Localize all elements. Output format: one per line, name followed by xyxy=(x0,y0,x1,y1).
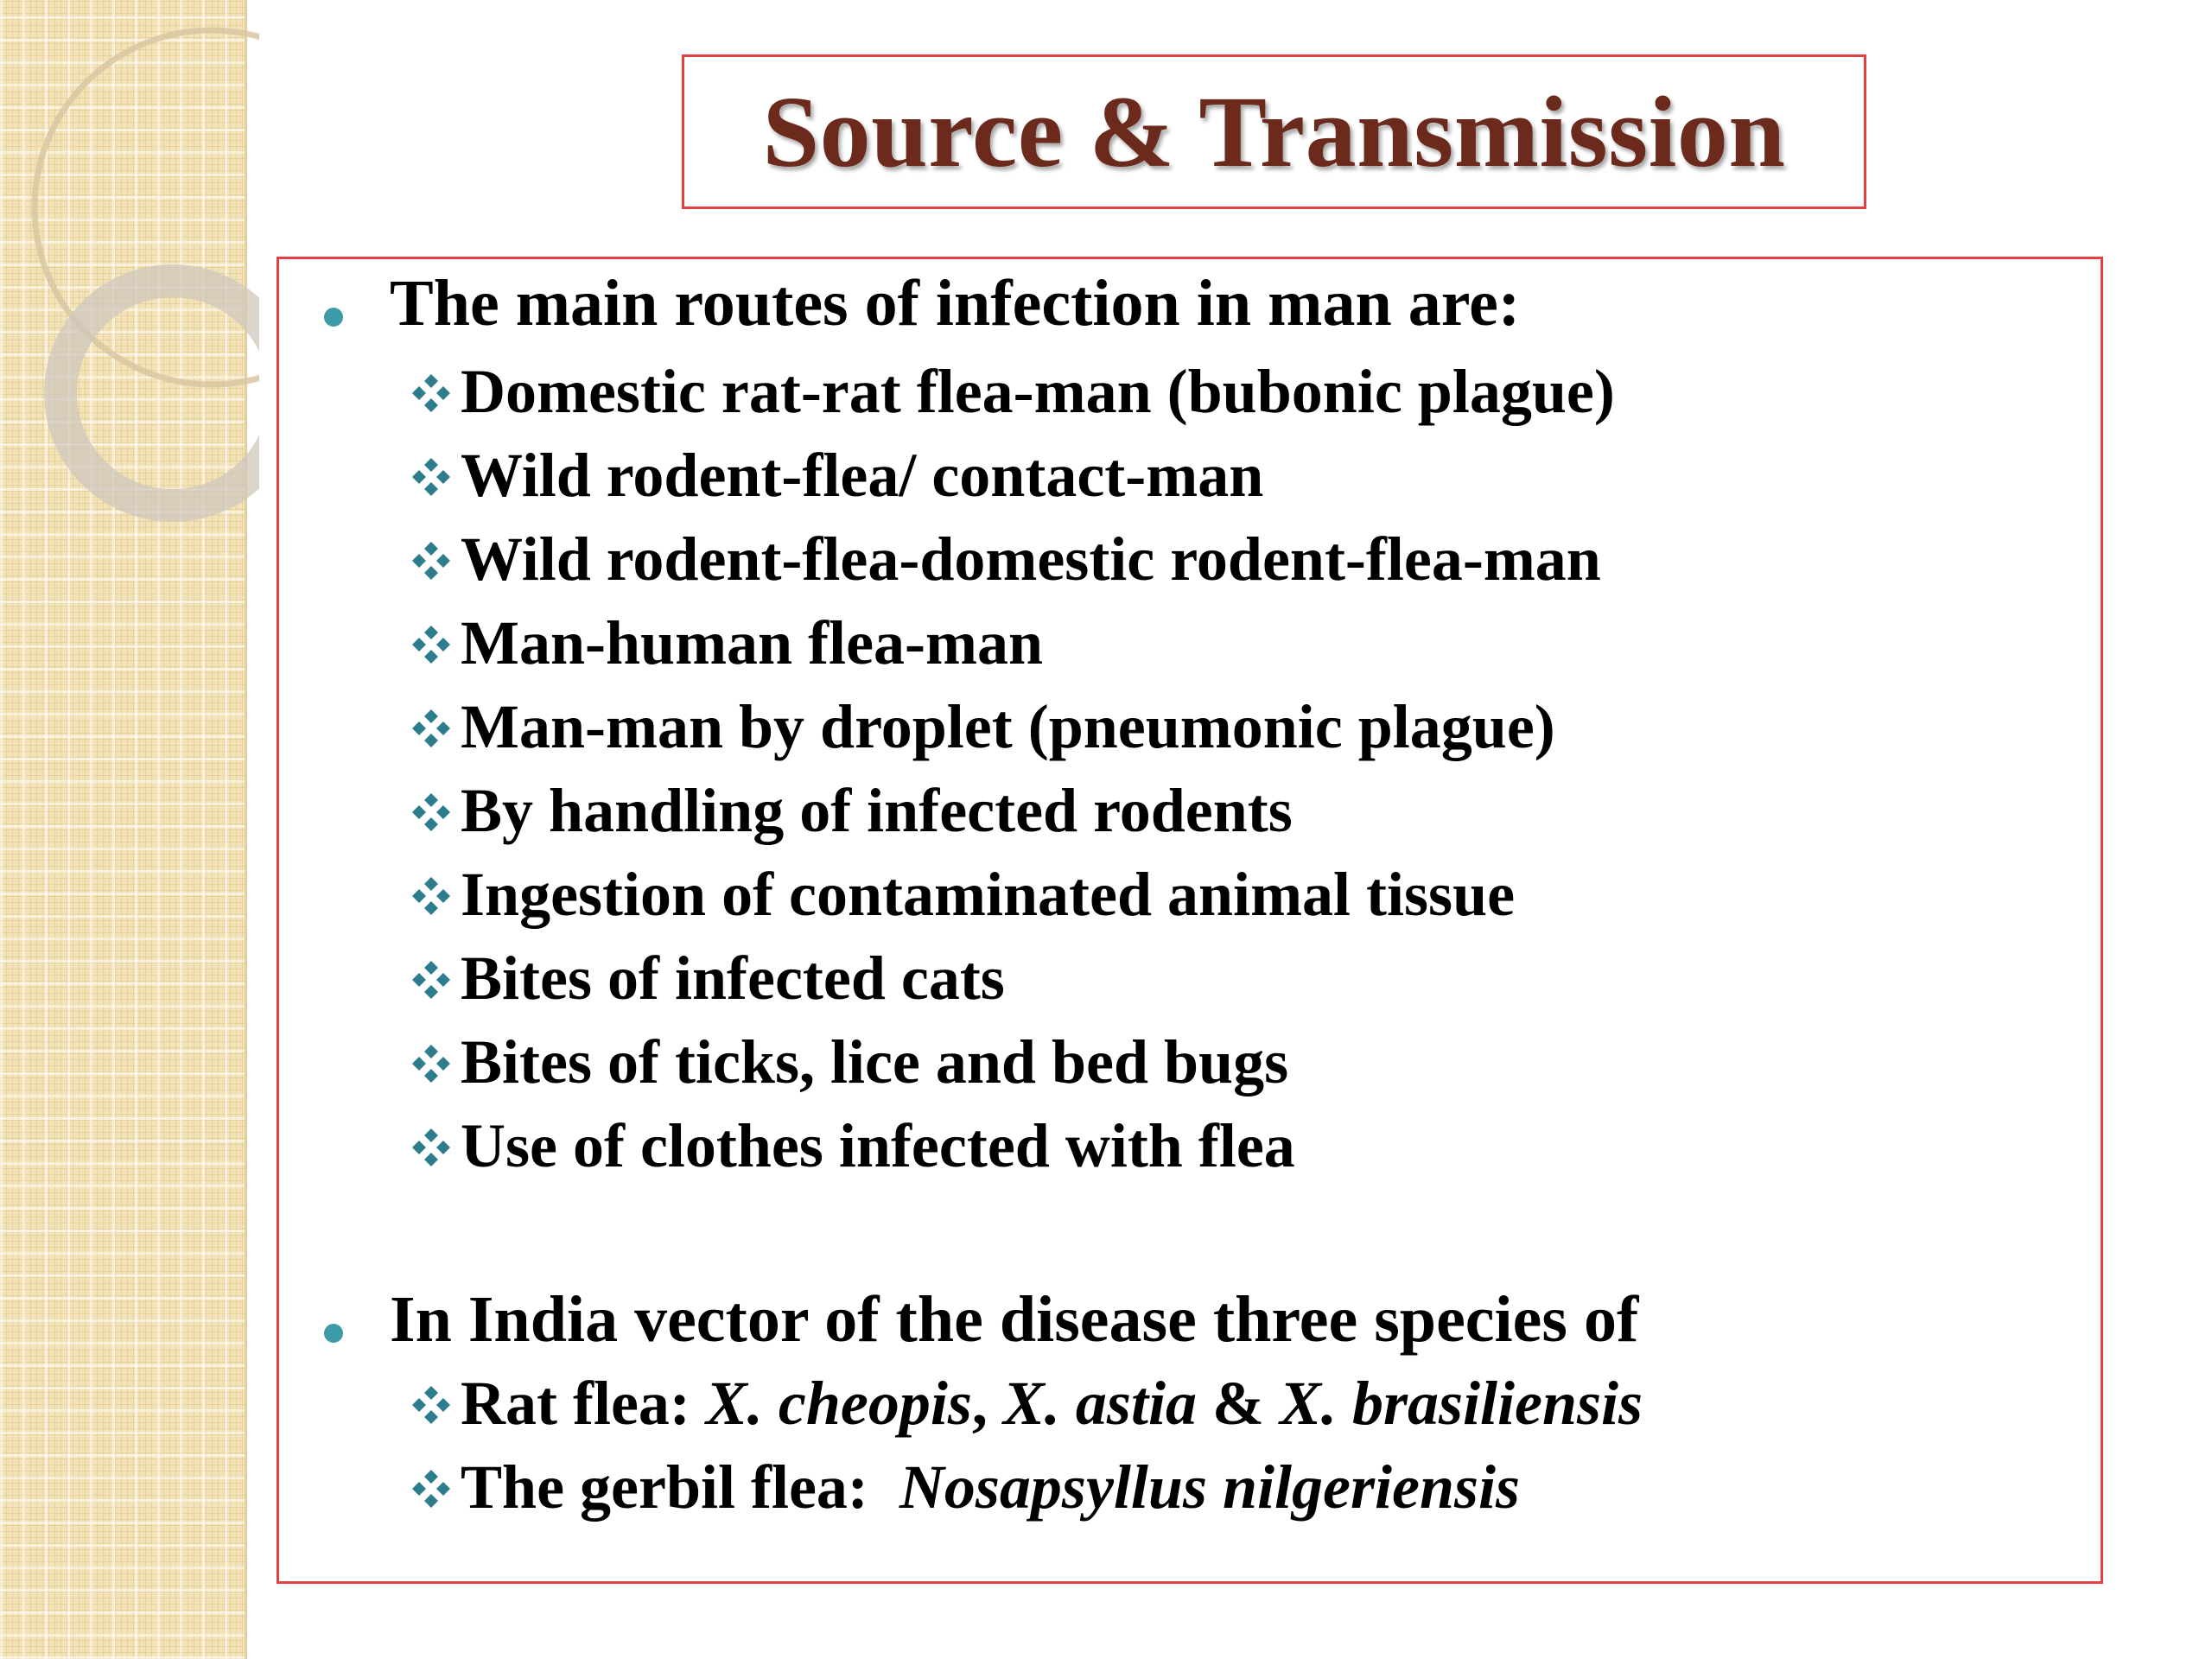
list-item xyxy=(407,607,1043,679)
route-text: By handling of infected rodents xyxy=(461,776,1293,845)
four-diamond-icon xyxy=(407,956,461,1004)
four-diamond-icon xyxy=(407,1465,461,1513)
list-item xyxy=(407,1452,1520,1523)
list-item xyxy=(407,691,1555,763)
list-item xyxy=(407,356,1615,428)
species-name: X. astia xyxy=(1002,1369,1197,1438)
round-dot-icon xyxy=(324,1324,343,1343)
four-diamond-icon xyxy=(407,1039,461,1088)
route-text: Domestic rat-rat flea-man (bubonic plague) xyxy=(461,357,1615,426)
species-name: Nosapsyllus nilgeriensis xyxy=(899,1452,1521,1522)
route-text: Man-human flea-man xyxy=(461,608,1044,677)
bullet-heading: The main routes of infection in man are: xyxy=(390,267,1521,340)
content-frame xyxy=(276,257,2103,1584)
bullet-heading: In India vector of the disease three species of xyxy=(390,1283,1639,1356)
list-item xyxy=(407,440,1263,512)
list-item xyxy=(407,524,1601,595)
four-diamond-icon xyxy=(407,537,461,585)
four-diamond-icon xyxy=(407,453,461,501)
page-title: Source & Transmission xyxy=(762,74,1786,188)
list-item xyxy=(407,859,1515,931)
species-label: Rat flea: xyxy=(461,1369,706,1438)
decorative-rings-icon xyxy=(0,0,259,553)
list-item xyxy=(407,943,1005,1014)
list-item xyxy=(407,775,1293,847)
list-item xyxy=(407,1368,1643,1440)
route-text: Man-man by droplet (pneumonic plague) xyxy=(461,692,1555,761)
four-diamond-icon xyxy=(407,1123,461,1172)
separator: & xyxy=(1196,1369,1280,1438)
round-dot-icon xyxy=(324,308,343,327)
four-diamond-icon xyxy=(407,704,461,753)
species-name: X. brasiliensis xyxy=(1279,1369,1643,1438)
route-text: Ingestion of contaminated animal tissue xyxy=(461,860,1516,929)
route-text: Bites of infected cats xyxy=(461,944,1005,1013)
route-text: Bites of ticks, lice and bed bugs xyxy=(461,1027,1289,1096)
separator: , xyxy=(971,1369,1003,1438)
species-label: The gerbil flea: xyxy=(461,1452,899,1522)
list-item xyxy=(407,1110,1295,1182)
four-diamond-icon xyxy=(407,788,461,836)
four-diamond-icon xyxy=(407,369,461,417)
list-item xyxy=(407,1027,1288,1098)
route-text: Wild rodent-flea/ contact-man xyxy=(461,441,1264,510)
species-name: X. cheopis xyxy=(705,1369,972,1438)
route-text: Use of clothes infected with flea xyxy=(461,1111,1295,1180)
route-text: Wild rodent-flea-domestic rodent-flea-man xyxy=(461,524,1601,594)
title-frame xyxy=(682,54,1866,209)
four-diamond-icon xyxy=(407,872,461,920)
four-diamond-icon xyxy=(407,620,461,669)
four-diamond-icon xyxy=(407,1381,461,1429)
